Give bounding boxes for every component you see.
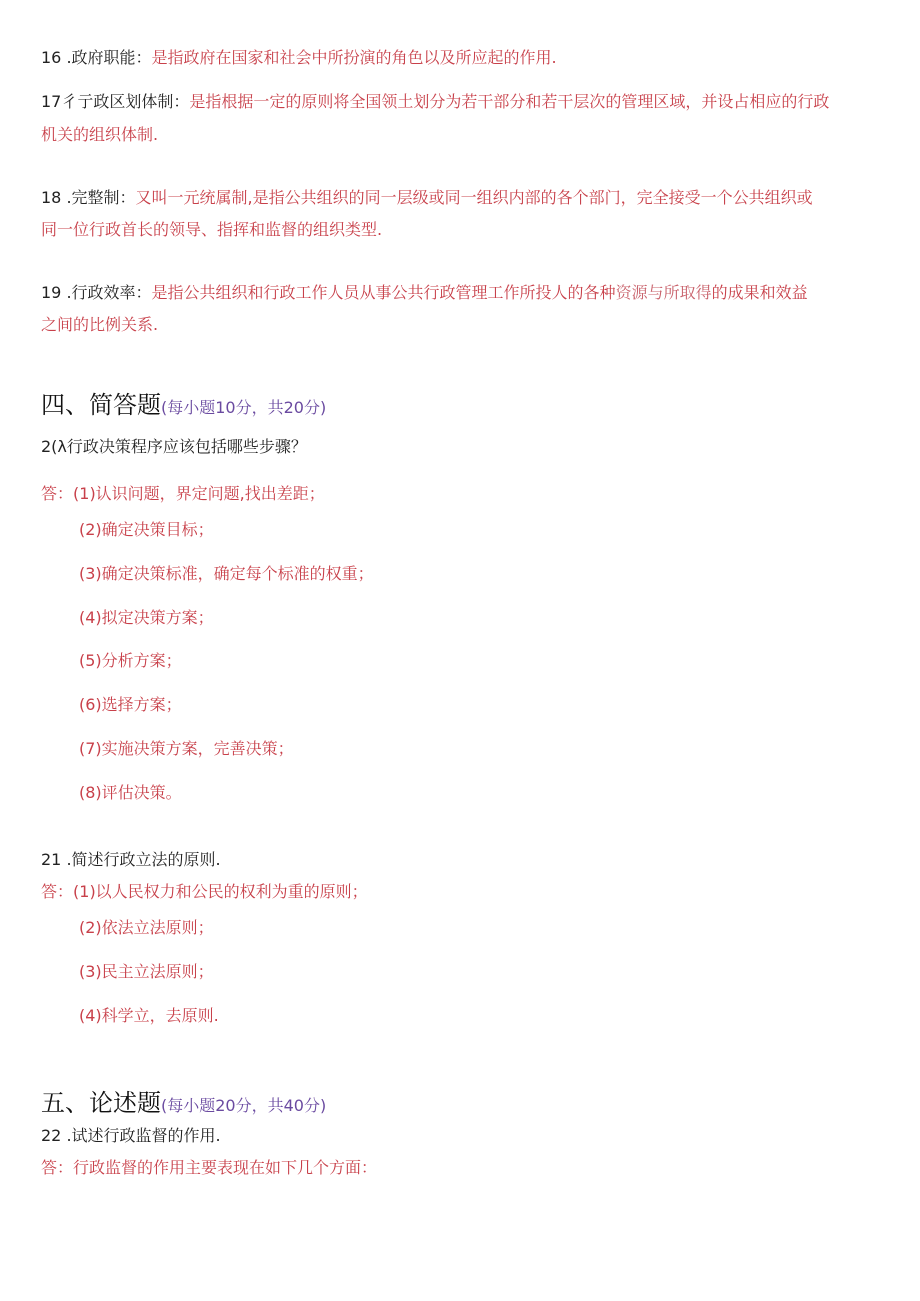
definition-17-continued: 机关的组织体制.	[41, 125, 159, 144]
answer-20-item-4: (4)拟定决策方案；	[79, 608, 214, 627]
definition-text-mid: 资源与所取得	[615, 283, 712, 302]
section-note: (每小题10分，共20分)	[161, 398, 327, 417]
section-heading-4	[41, 390, 326, 423]
answer-prefix: 答：	[41, 484, 74, 503]
definition-text: 是指根据一定的原则将全国领土划分为若干部分和若干层次的管理区域，并设占相应的行政	[189, 92, 830, 111]
definition-text: 是指公共组织和行政工作人员从事公共行政管理工作所投人的各种	[151, 283, 616, 302]
definition-number: 18	[41, 188, 62, 207]
definition-term: .行政效率：	[61, 283, 152, 302]
definition-number: 17	[41, 92, 62, 111]
answer-20-item-5: (5)分析方案；	[79, 651, 182, 670]
answer-20-item-7: (7)实施决策方案，完善决策；	[79, 739, 294, 758]
definition-text: 又叫一元统属制,是指公共组织的同一层级或同一组织内部的各个部门，完全接受一个公共组织或	[135, 188, 813, 207]
definition-term: .完整制：	[61, 188, 136, 207]
answer-20-item-3: (3)确定决策标准，确定每个标准的权重；	[79, 564, 374, 583]
answer-21-item-3: (3)民主立法原则；	[79, 962, 214, 981]
definition-16	[41, 48, 557, 68]
question-22: 22 .试述行政监督的作用.	[41, 1126, 221, 1145]
section-title: 五、论述题	[41, 1089, 161, 1117]
definition-18	[41, 188, 813, 208]
definition-19-continued: 之间的比例关系.	[41, 315, 159, 334]
answer-text: (1)认识问题，界定问题,找出差距；	[73, 484, 325, 503]
definition-number: 19	[41, 283, 62, 302]
question-20: 2(λ行政决策程序应该包括哪些步骤？	[41, 437, 307, 456]
answer-21-item-4: (4)科学立，去原则.	[79, 1006, 219, 1025]
answer-text: (1)以人民权力和公民的权利为重的原则；	[73, 882, 368, 901]
answer-prefix: 答：	[41, 882, 74, 901]
section-title: 四、简答题	[41, 391, 161, 419]
definition-18-continued: 同一位行政首长的领导、指挥和监督的组织类型.	[41, 220, 383, 239]
answer-21-item-1	[41, 882, 368, 902]
answer-20-item-1	[41, 484, 325, 504]
section-heading-5	[41, 1088, 326, 1121]
answer-20-item-8: (8)评估决策。	[79, 783, 182, 802]
definition-number: 16	[41, 48, 62, 67]
definition-term: .政府职能：	[61, 48, 152, 67]
answer-20-item-2: (2)确定决策目标；	[79, 520, 214, 539]
definition-term: 彳亍政区划体制：	[61, 92, 190, 111]
section-note: (每小题20分，共40分)	[161, 1096, 327, 1115]
answer-21-item-2: (2)依法立法原则；	[79, 918, 214, 937]
definition-19	[41, 283, 808, 303]
answer-22-intro: 答：行政监督的作用主要表现在如下几个方面：	[41, 1158, 378, 1177]
answer-20-item-6: (6)选择方案；	[79, 695, 182, 714]
definition-text-end: 的成果和效益	[711, 283, 808, 302]
question-21: 21 .简述行政立法的原则.	[41, 850, 221, 869]
definition-text: 是指政府在国家和社会中所扮演的角色以及所应起的作用.	[151, 48, 557, 67]
definition-17	[41, 92, 829, 112]
